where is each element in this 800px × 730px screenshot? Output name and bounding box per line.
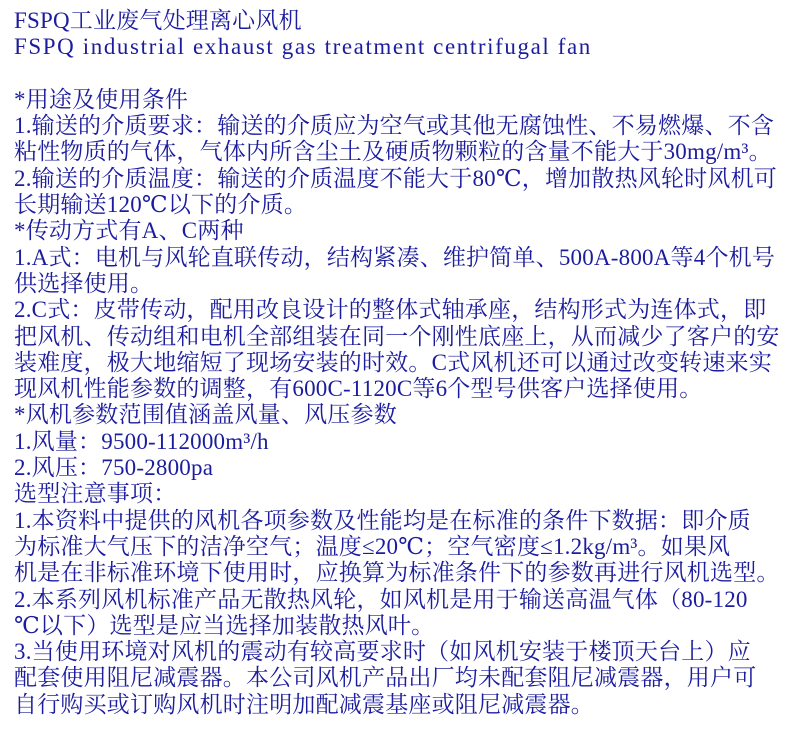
text-line: 3.当使用环境对风机的震动有较高要求时（如风机安装于楼顶天台上）应 — [14, 639, 751, 665]
text-line: 现风机性能参数的调整，有600C-1120C等6个型号供客户选择使用。 — [14, 376, 703, 402]
text-line: 2.本系列风机标准产品无散热风轮，如风机是用于输送高温气体（80-120 — [14, 586, 748, 612]
text-line: 装难度，极大地缩短了现场安装的时效。C式风机还可以通过改变转速来实 — [14, 349, 772, 375]
text-line: 把风机、传动组和电机全部组装在同一个刚性底座上，从而减少了客户的安 — [14, 323, 780, 349]
section-heading-parameters: *风机参数范围值涵盖风量、风压参数 — [14, 402, 397, 428]
text-line: 2.C式：皮带传动，配用改良设计的整体式轴承座，结构形式为连体式，即 — [14, 297, 767, 323]
airflow-range-line: 1.风量：9500-112000m³/h — [14, 428, 269, 454]
pressure-range-line: 2.风压：750-2800pa — [14, 455, 214, 481]
text-line: ℃以下）选型是应当选择加装散热风叶。 — [14, 612, 435, 638]
text-line: 为标准大气压下的洁净空气；温度≤20℃；空气密度≤1.2kg/m³。如果风 — [14, 533, 731, 559]
text-line: 供选择使用。 — [14, 270, 154, 296]
section-heading-drive-types: *传动方式有A、C两种 — [14, 218, 244, 244]
text-line: 配套使用阻尼减震器。本公司风机产品出厂均未配套阻尼减震器，用户可 — [14, 665, 757, 691]
text-line: 1.输送的介质要求：输送的介质应为空气或其他无腐蚀性、不易燃爆、不含 — [14, 113, 775, 139]
section-heading-selection-notes: 选型注意事项： — [14, 481, 177, 507]
page-title-en: FSPQ industrial exhaust gas treatment centrifugal fan — [14, 34, 592, 60]
text-line: 1.A式：电机与风轮直联传动，结构紧凑、维护简单、500A-800A等4个机号 — [14, 244, 776, 270]
text-line: 2.输送的介质温度：输送的介质温度不能大于80℃，增加散热风轮时风机可 — [14, 165, 777, 191]
text-line: 长期输送120℃以下的介质。 — [14, 192, 308, 218]
section-heading-usage: *用途及使用条件 — [14, 86, 189, 112]
text-line: 粘性物质的气体，气体内所含尘土及硬质物颗粒的含量不能大于30mg/m³。 — [14, 139, 772, 165]
text-line: 自行购买或订购风机时注明加配减震基座或阻尼减震器。 — [14, 691, 594, 717]
blank-line — [14, 61, 796, 87]
page-title-zh: FSPQ工业废气处理离心风机 — [14, 8, 302, 33]
text-line: 1.本资料中提供的风机各项参数及性能均是在标准的条件下数据：即介质 — [14, 507, 751, 533]
text-line: 机是在非标准环境下使用时，应换算为标准条件下的参数再进行风机选型。 — [14, 560, 780, 586]
